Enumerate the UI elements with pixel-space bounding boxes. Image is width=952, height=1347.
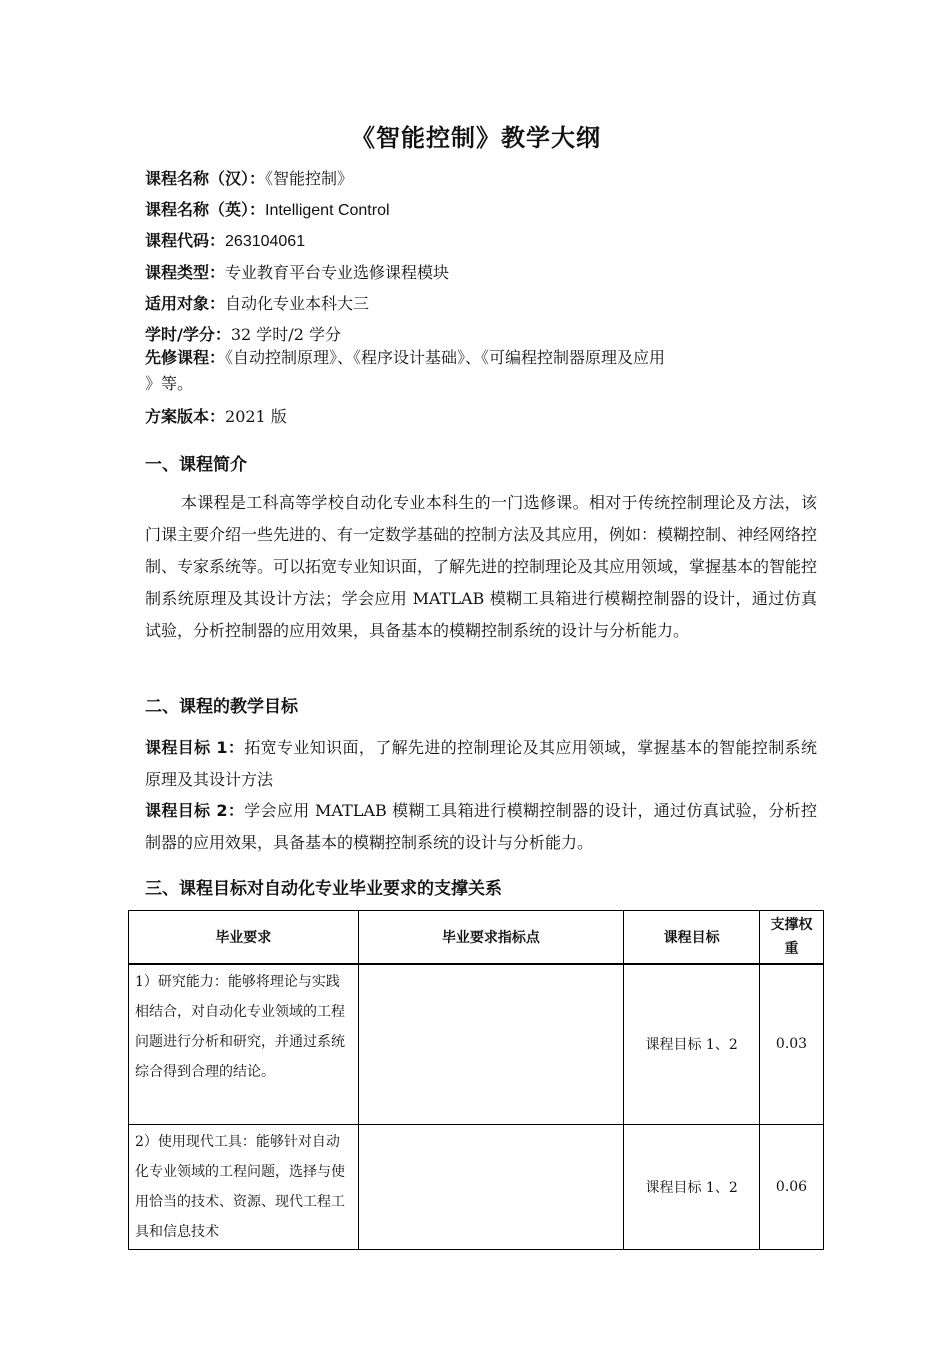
course-target-label: 适用对象： (145, 294, 226, 313)
row-2-weight: 0.06 (760, 1124, 824, 1249)
row-1-goals: 课程目标 1、2 (624, 964, 760, 1124)
course-hours-label: 学时/学分： (145, 325, 231, 344)
course-name-cn (145, 168, 825, 190)
course-prereq-label: 先修课程： (145, 348, 226, 367)
header-requirement: 毕业要求 (129, 911, 359, 965)
goal-1-text: 拓宽专业知识面，了解先进的控制理论及其应用领域，掌握基本的智能控制系统原理及其设计方法 (145, 738, 817, 789)
support-table (128, 910, 824, 1250)
course-prereq-value-cont: 》等。 (145, 374, 194, 393)
table-header-row (129, 911, 824, 965)
row-2-goals: 课程目标 1、2 (624, 1124, 760, 1249)
course-target-value: 自动化专业本科大三 (225, 294, 370, 313)
row-1-indicator (358, 964, 624, 1124)
course-prereq-value: 《自动控制原理》、《程序设计基础》、《可编程控制器原理及应用 (225, 348, 666, 367)
course-prereq-continued (145, 373, 825, 395)
section-heading-support: 三、课程目标对自动化专业毕业要求的支撑关系 (145, 879, 502, 899)
course-prereq (145, 347, 825, 369)
course-hours (145, 324, 825, 346)
header-weight: 支撑权重 (760, 911, 824, 965)
course-code-value: 263104061 (225, 233, 306, 250)
row-1-requirement: 1）研究能力：能够将理论与实践相结合，对自动化专业领域的工程问题进行分析和研究，并通过系统综合得到合理的结论。 (129, 964, 359, 1124)
row-2-indicator (358, 1124, 624, 1249)
course-version-label: 方案版本： (145, 407, 226, 426)
section-heading-intro: 一、课程简介 (145, 455, 247, 475)
course-name-cn-label: 课程名称（汉）： (145, 169, 266, 188)
document-title: 《智能控制》教学大纲 (351, 124, 601, 152)
course-code-label: 课程代码： (145, 231, 226, 250)
course-name-en-label: 课程名称（英）： (145, 200, 266, 219)
table-row (129, 964, 824, 1124)
course-target (145, 293, 825, 315)
table-row (129, 1124, 824, 1249)
goal-1 (145, 732, 817, 796)
course-version (145, 406, 825, 428)
section-heading-goals: 二、课程的教学目标 (145, 697, 298, 717)
goal-2 (145, 795, 817, 859)
course-type-label: 课程类型： (145, 263, 226, 282)
course-hours-value: 32 学时/2 学分 (230, 325, 341, 344)
course-name-cn-value: 《智能控制》 (265, 169, 354, 188)
row-2-requirement: 2）使用现代工具：能够针对自动化专业领域的工程问题，选择与使用恰当的技术、资源、现代工程工具和信息技术 (129, 1124, 359, 1249)
goal-2-text: 学会应用 MATLAB 模糊工具箱进行模糊控制器的设计，通过仿真试验，分析控制器的应用效果，具备基本的模糊控制系统的设计与分析能力。 (145, 801, 817, 852)
intro-paragraph: 本课程是工科高等学校自动化专业本科生的一门选修课。相对于传统控制理论及方法，该门课主要介绍一些先进的、有一定数学基础的控制方法及其应用，例如：模糊控制、神经网络控制、专家系统等。可以拓宽专业知识面，了解先进的控制理论及其应用领域，掌握基本的智能控制系统原理及其设计方法；学会应用 MATLAB 模糊工具箱进行模糊控制器的设计，通过仿真试验，分析控制器的应用效果，具备基本的模糊控制系统的设计与分析能力。 (145, 493, 818, 640)
goal-1-label: 课程目标 1： (145, 738, 245, 757)
course-version-value: 2021 版 (225, 407, 287, 426)
header-indicator: 毕业要求指标点 (358, 911, 624, 965)
goal-2-label: 课程目标 2： (145, 801, 245, 820)
header-course-goal: 课程目标 (624, 911, 760, 965)
course-type (145, 262, 825, 284)
course-name-en-value: Intelligent Control (265, 202, 390, 219)
course-name-en (145, 199, 825, 222)
course-type-value: 专业教育平台专业选修课程模块 (225, 263, 450, 282)
course-code (145, 230, 825, 253)
row-1-weight: 0.03 (760, 964, 824, 1124)
